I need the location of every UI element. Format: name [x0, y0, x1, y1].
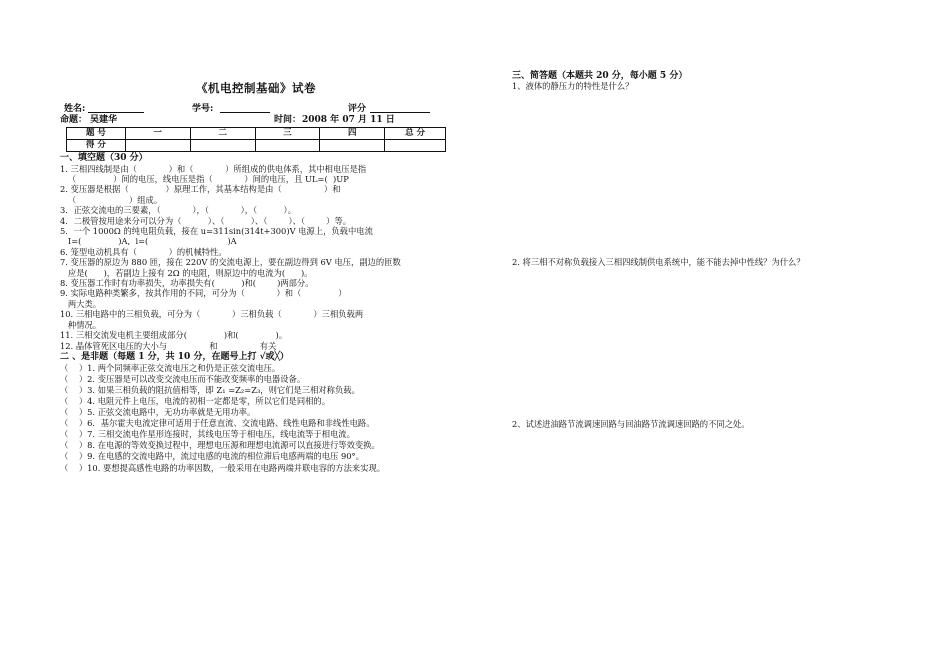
- true-false-item: （ ）9. 在电感的交流电路中，流过电感的电流的相位滞后电感两端的电压 90°。: [60, 451, 364, 462]
- fill-in-line: 9. 实际电路种类繁多，按其作用的不同，可分为（ ）和（ ）: [60, 288, 347, 299]
- fill-in-line: I=( )A, i=( )A: [60, 236, 237, 247]
- fill-in-line: （ ）组成。: [60, 194, 163, 205]
- score-header-cell: 题 号: [67, 127, 126, 139]
- fill-in-line: 两大类。: [60, 298, 102, 309]
- true-false-item: （ ）4. 电阻元件上电压，电流的初相一定都是零，所以它们是同相的。: [60, 395, 331, 406]
- section-2-title: 二 、是非题（每题 1 分，共 10 分，在题号上打 √或╳）: [60, 351, 289, 362]
- setter-line: [60, 115, 452, 126]
- fill-in-line: 2. 变压器是根据（ ）原理工作，其基本结构是由（ ）和: [60, 184, 341, 195]
- student-info-line: [60, 104, 452, 115]
- score-header-cell: 四: [320, 127, 385, 139]
- score-cell[interactable]: [320, 139, 385, 151]
- student-id-label: 学号:: [192, 103, 214, 114]
- name-blank[interactable]: [88, 104, 144, 113]
- true-false-item: （ ）7. 三相交流电作星形连接时，其线电压等于相电压，线电流等于相电流。: [60, 429, 355, 440]
- left-column: [60, 82, 452, 474]
- name-label: 姓名:: [64, 103, 86, 114]
- score-header-cell: 二: [190, 127, 255, 139]
- fill-in-line: 4．二极管按用途来分可以分为（ ）、（ ）、（ ）、（ ）等。: [60, 215, 352, 226]
- true-false-item: （ ）2. 变压器是可以改变交流电压而不能改变频率的电器设备。: [60, 373, 306, 384]
- section-1-title: 一、填空题（30 分）: [60, 152, 148, 163]
- fill-in-line: 6. 笼型电动机具有（ ）的机械特性。: [60, 246, 227, 257]
- true-false-item: （ ）8. 在电源的等效变换过程中，理想电压源和理想电流源可以直接进行等效变换。: [60, 440, 380, 451]
- fill-in-line: 10. 三相电路中的三相负载，可分为（ ）三相负载（ ）三相负载两: [60, 309, 364, 320]
- true-false-item: （ ）1. 两个同频率正弦交流电压之和仍是正弦交流电压。: [60, 362, 281, 373]
- score-table-header-row: [67, 127, 446, 139]
- setter-label: 命题：: [60, 114, 88, 125]
- section-1-questions: [60, 164, 452, 351]
- fill-in-line: 种情况。: [60, 319, 102, 330]
- exam-title: 《机电控制基础》试卷: [196, 81, 316, 95]
- score-table-score-row: [67, 139, 446, 151]
- score-header-cell: 三: [255, 127, 320, 139]
- score-label: 评分: [348, 103, 367, 114]
- true-false-item: （ ）3. 如果三相负载的阻抗值相等，即 Z₁ =Z₂=Z₃，则它们是三相对称负载。: [60, 384, 360, 395]
- fill-in-line: 8. 变压器工作时有功率损失，功率损失有( )和( )两部分。: [60, 278, 314, 289]
- score-header-cell: 一: [125, 127, 190, 139]
- score-table: [66, 127, 446, 152]
- fill-in-line: 7. 变压器的原边为 880 匝，接在 220V 的交流电源上，要在副边得到 6V 电压，副边的匝数: [60, 257, 401, 268]
- fill-in-line: 1. 三相四线制是由（ ）和（ ）所组成的供电体系，其中相电压是指: [60, 163, 367, 174]
- true-false-item: （ ）10. 要想提高感性电路的功率因数，一般采用在电路两端并联电容的方法来实现。: [60, 462, 386, 473]
- right-column: [512, 70, 912, 92]
- short-answer-question-2: 2. 将三相不对称负载接入三相四线制供电系统中，能不能去掉中性线？为什么？: [512, 257, 805, 267]
- fill-in-line: 应是( )，若副边上接有 2Ω 的电阻，则原边中的电流为( )。: [60, 267, 313, 278]
- fill-in-line: 3．正弦交流电的三要素，（ ），（ ），（ ）。: [60, 205, 296, 216]
- short-answer-question-1: 1、液体的静压力的特性是什么？: [512, 80, 634, 91]
- fill-in-line: 5．一个 1000Ω 的纯电阻负载，接在 u=311sin(314t+300)V 电源上，负载中电流: [60, 226, 373, 237]
- score-header-cell: 总 分: [385, 127, 446, 139]
- time-label: 时间：: [274, 114, 302, 125]
- score-cell[interactable]: [255, 139, 320, 151]
- section-2-items: [60, 363, 452, 474]
- section-3-title: 三、简答题（本题共 20 分，每小题 5 分）: [512, 71, 688, 81]
- score-cell[interactable]: [125, 139, 190, 151]
- short-answer-question-3: 2、试述进油路节流调速回路与回油路节流调速回路的不同之处。: [512, 419, 750, 429]
- fill-in-line: （ ）间的电压，线电压是指（ ）间的电压，且 UL=( )UP: [60, 174, 349, 184]
- exam-date: 2008 年 07 月 11 日: [302, 114, 395, 125]
- true-false-item: （ ）6．基尔霍夫电流定律可适用于任意直流、交流电路、线性电路和非线性电路。: [60, 418, 375, 429]
- fill-in-line: 12. 晶体管死区电压的大小与 和 有关: [60, 340, 277, 351]
- score-cell[interactable]: [385, 139, 446, 151]
- score-row-label: 得 分: [67, 139, 126, 151]
- score-cell[interactable]: [190, 139, 255, 151]
- setter-name: 吴建华: [90, 114, 118, 125]
- true-false-item: （ ）5. 正弦交流电路中，无功功率就是无用功率。: [60, 407, 256, 418]
- fill-in-line: 11. 三相交流发电机主要组成部分( )和( )。: [60, 330, 288, 341]
